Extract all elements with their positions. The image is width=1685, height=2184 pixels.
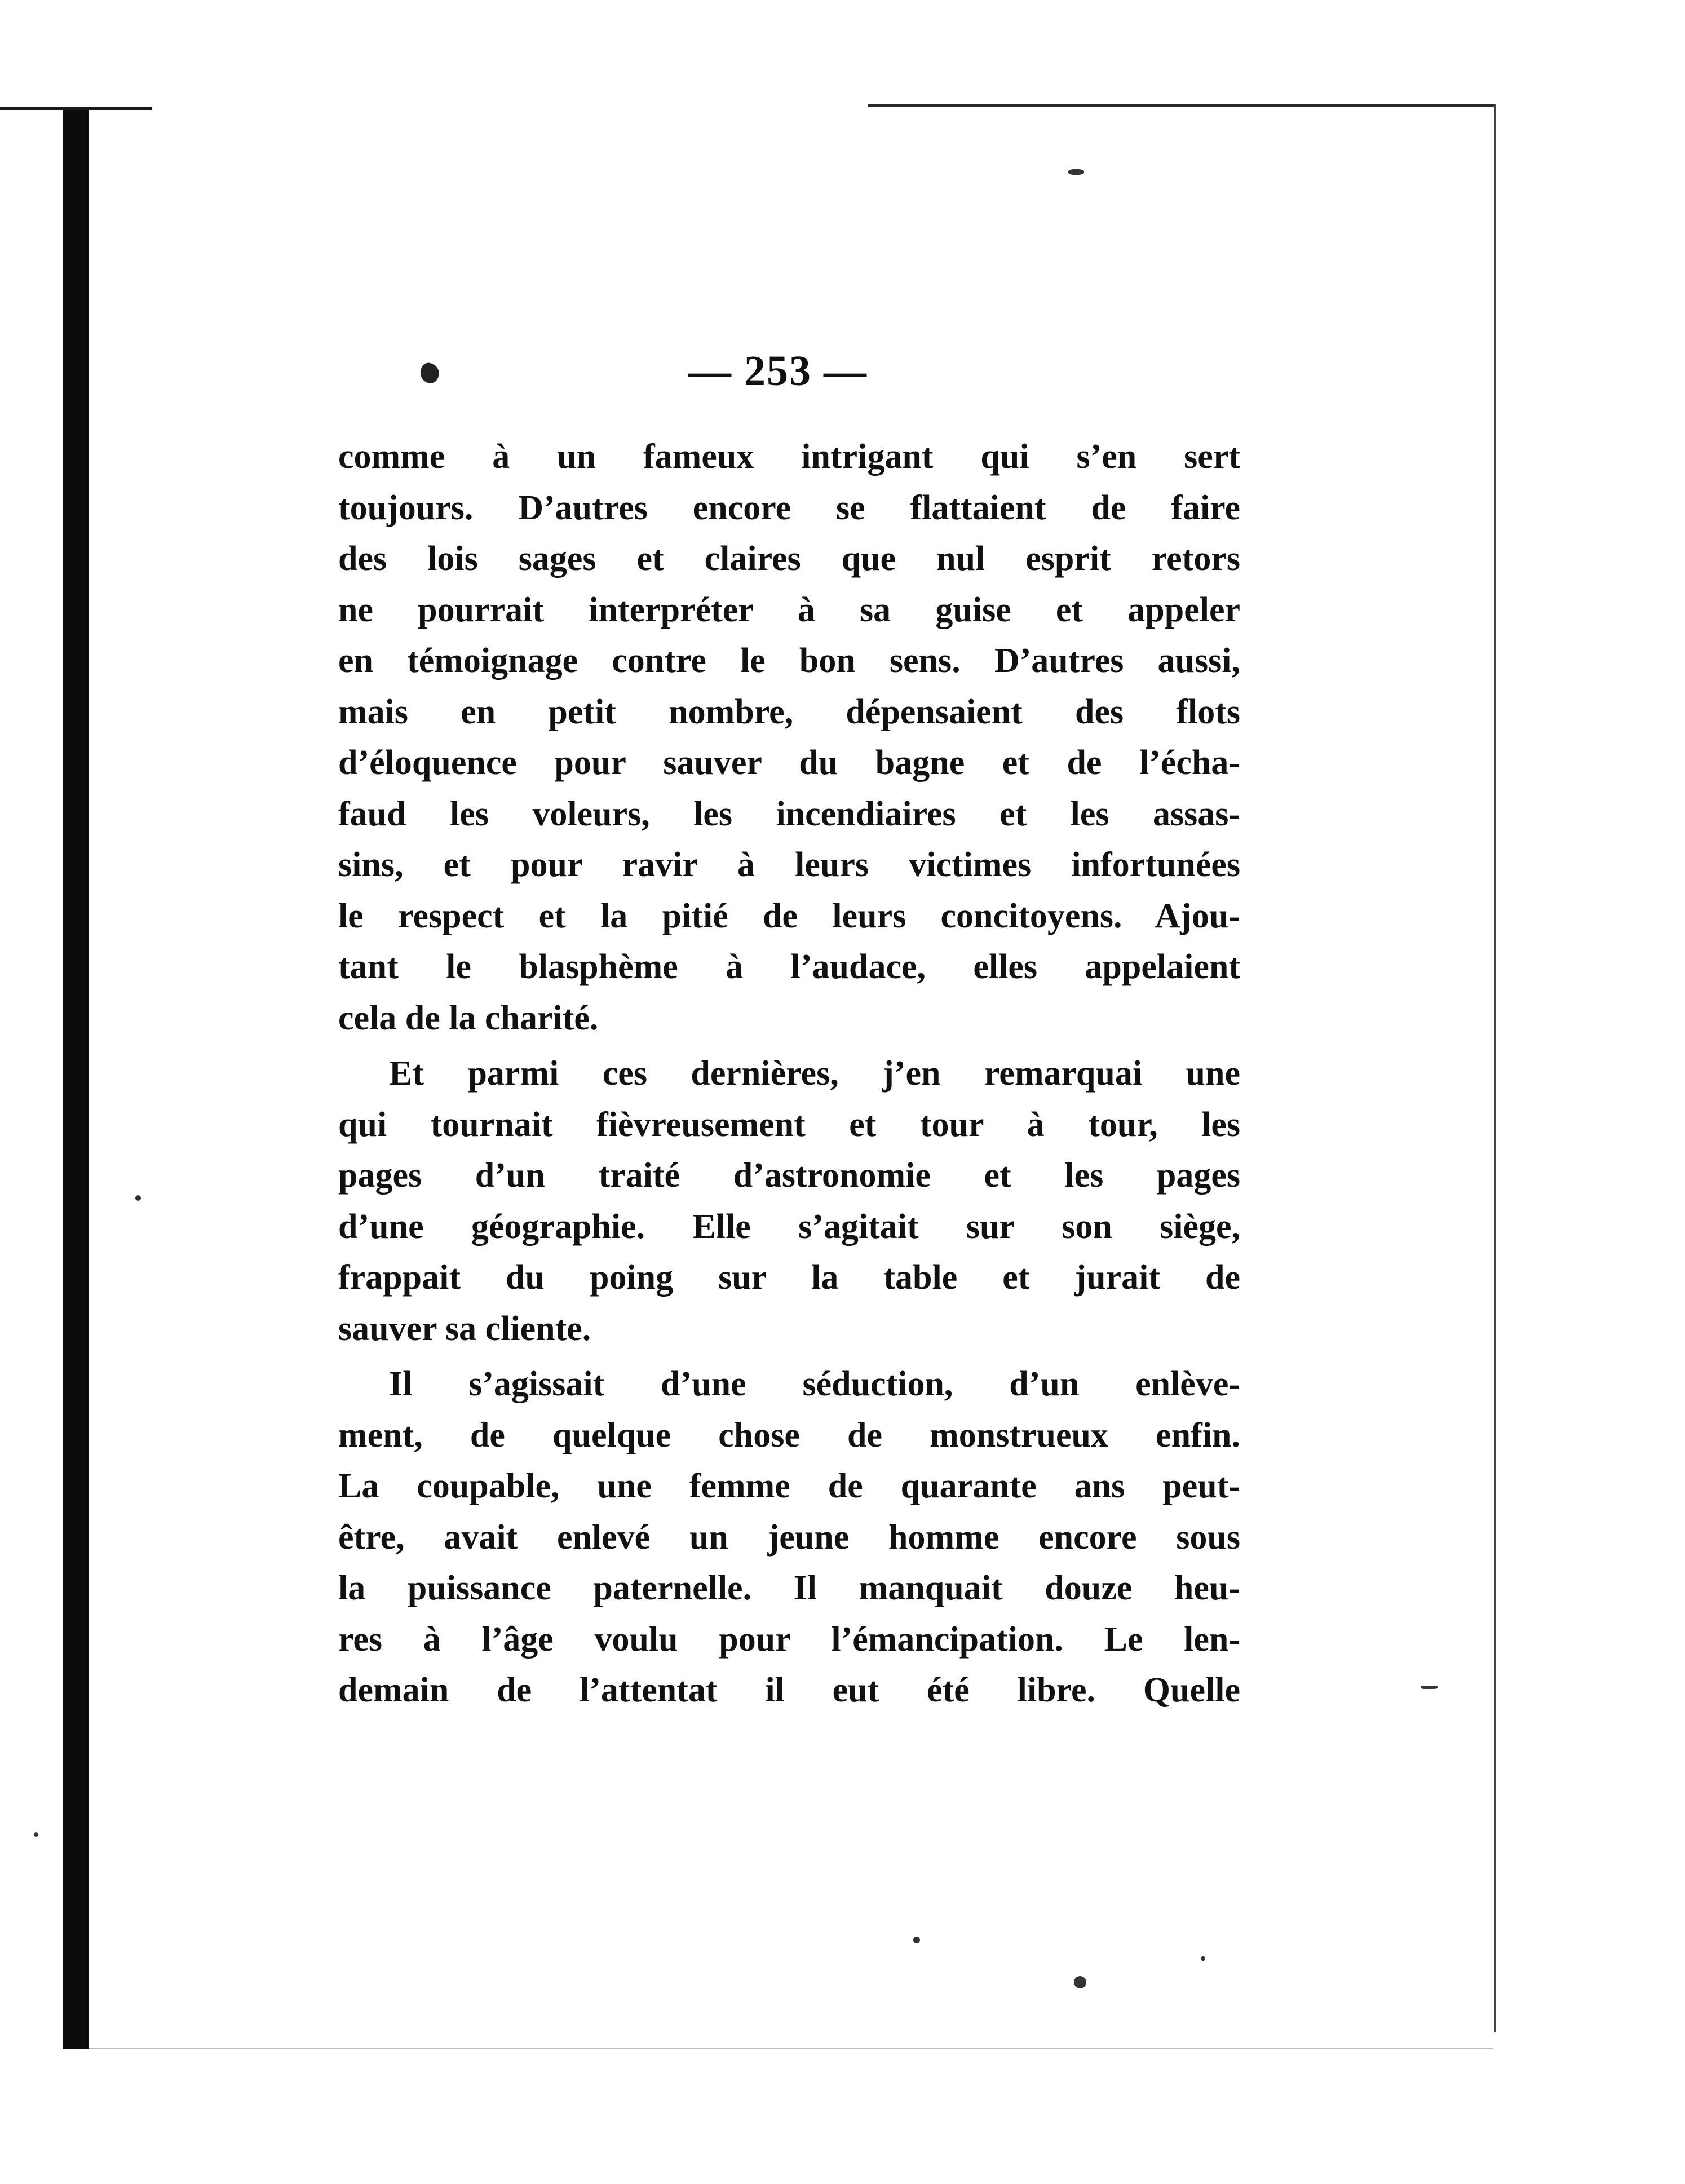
text-line: ne pourrait interpréter à sa guise et appeler (338, 590, 1240, 629)
text-line: la puissance paternelle. Il manquait douze heu- (338, 1569, 1240, 1607)
ink-mark-icon (417, 360, 442, 386)
paragraph (338, 431, 1240, 1044)
text-line: res à l’âge voulu pour l’émancipation. Le len- (338, 1620, 1240, 1659)
text-line: en témoignage contre le bon sens. D’autres aussi, (338, 642, 1240, 680)
text-line: frappait du poing sur la table et jurait de (338, 1258, 1240, 1297)
scan-speck (1421, 1686, 1438, 1689)
scan-edge-right (1494, 104, 1496, 2032)
text-line: ment, de quelque chose de monstrueux enfin. (338, 1416, 1240, 1454)
text-line: sauver sa cliente. (338, 1309, 591, 1348)
text-line: La coupable, une femme de quarante ans peut- (338, 1467, 1240, 1505)
text-line: pages d’un traité d’astronomie et les pages (338, 1156, 1240, 1195)
text-line: faud les voleurs, les incendiaires et les assas- (338, 794, 1240, 833)
text-line: sins, et pour ravir à leurs victimes infortunées (338, 846, 1240, 884)
scan-speck (1068, 169, 1084, 175)
text-line: demain de l’attentat il eut été libre. Quelle (338, 1671, 1240, 1709)
text-line: d’une géographie. Elle s’agitait sur son siège, (338, 1207, 1240, 1246)
scan-speck (1201, 1956, 1205, 1961)
text-line: Et parmi ces dernières, j’en remarquai une (389, 1054, 1240, 1093)
scan-speck (913, 1937, 920, 1943)
scan-speck (34, 1832, 38, 1837)
page-number: — 253 — (688, 347, 868, 395)
text-line: d’éloquence pour sauver du bagne et de l’écha- (338, 744, 1240, 782)
text-line: mais en petit nombre, dépensaient des flots (338, 692, 1240, 731)
scan-speck (135, 1195, 141, 1201)
paragraph (338, 1048, 1240, 1354)
scan-speck (1074, 1976, 1086, 1988)
paragraph-gap (338, 1044, 1240, 1048)
text-line: Il s’agissait d’une séduction, d’un enlève- (389, 1365, 1240, 1403)
text-line: tant le blasphème à l’audace, elles appelaient (338, 948, 1240, 986)
book-binding-edge (63, 110, 89, 2049)
text-line: des lois sages et claires que nul esprit retors (338, 540, 1240, 578)
text-line: cela de la charité. (338, 998, 599, 1037)
paragraph (338, 1359, 1240, 1716)
text-line: qui tournait fièvreusement et tour à tour, les (338, 1105, 1240, 1144)
text-line: comme à un fameux intrigant qui s’en sert (338, 437, 1240, 476)
body-text (338, 431, 1240, 1716)
scan-edge-bottom (89, 2048, 1493, 2049)
paragraph-gap (338, 1354, 1240, 1359)
scan-edge-top-right (868, 104, 1494, 107)
text-line: toujours. D’autres encore se flattaient de faire (338, 488, 1240, 527)
text-line: être, avait enlevé un jeune homme encore sous (338, 1518, 1240, 1557)
text-line: le respect et la pitié de leurs concitoyens. Ajou- (338, 896, 1240, 935)
